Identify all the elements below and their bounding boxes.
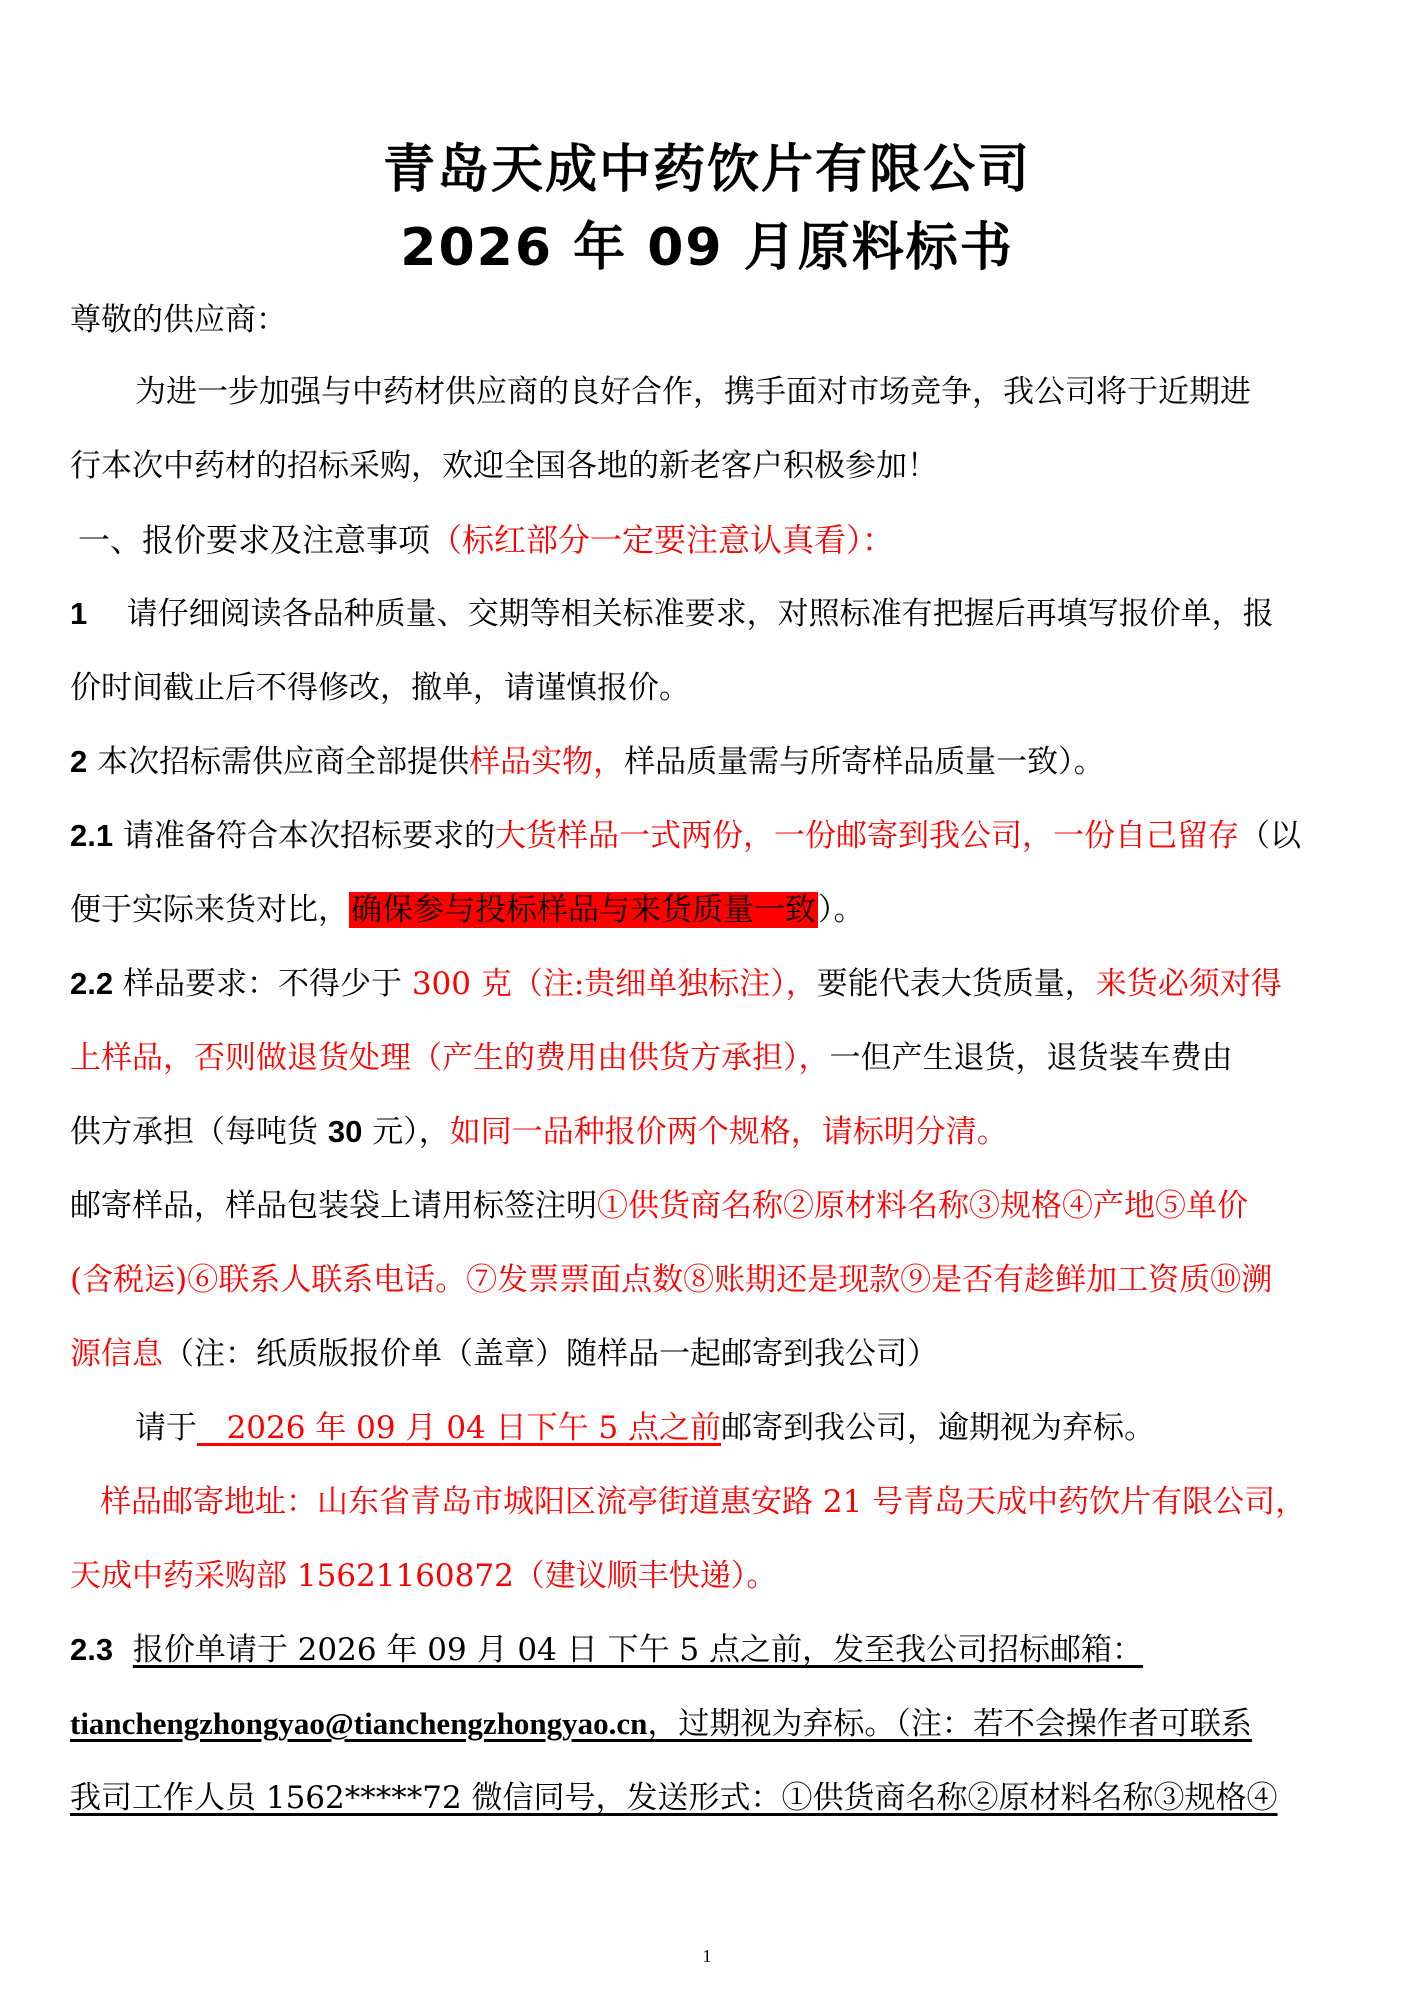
item-2-3-line-1	[70, 1630, 1143, 1670]
section-1-heading	[78, 520, 894, 560]
item-2-2-line-2-text: 一但产生退货，退货装车费由	[829, 1040, 1233, 1076]
item-2-2-text-a: 样品要求：不得少于	[122, 966, 402, 1002]
item-2-2-line-2	[70, 1038, 1233, 1078]
item-2-text-b: 样品质量需与所寄样品质量一致）。	[624, 744, 1105, 780]
intro-paragraph-line-2: 行本次中药材的招标采购，欢迎全国各地的新老客户积极参加！	[70, 448, 938, 484]
page-number: 1	[702, 1946, 712, 1966]
deadline-line	[135, 1408, 1155, 1448]
intro-paragraph-line-1: 为进一步加强与中药材供应商的良好合作，携手面对市场竞争，我公司将于近期进	[135, 374, 1251, 410]
mail-instruction-text: 邮寄样品，样品包装袋上请用标签注明	[70, 1188, 597, 1224]
item-2-2-line-3-text-b: 元），	[372, 1114, 450, 1150]
section-1-title: 一、报价要求及注意事项	[78, 521, 431, 559]
item-2-1-line-2	[70, 890, 865, 930]
item-2-3-text: 报价单请于 2026 年 09 月 04 日 下午 5 点之前，发至我公司招标邮箱：	[132, 1632, 1144, 1668]
item-1-line-1	[70, 594, 1274, 634]
item-2-1-text-b: （以	[1238, 818, 1301, 854]
item-2-1-text-red: 大货样品一式两份，一份邮寄到我公司，一份自己留存	[494, 818, 1239, 854]
highlighted-warning: 确保参与投标样品与来货质量一致	[351, 892, 816, 928]
item-2-3-line-2	[70, 1704, 1252, 1744]
item-2-2-text-b: 要能代表大货质量，	[816, 966, 1096, 1002]
document-subtitle: 2026 年 09 月原料标书	[400, 218, 1014, 278]
item-2-2-line-3-red: 如同一品种报价两个规格，请标明分清。	[449, 1114, 1008, 1150]
item-2-2-line-2-red: 上样品，否则做退货处理（产生的费用由供货方承担），	[70, 1040, 830, 1076]
item-2-2-line-1	[70, 964, 1282, 1004]
item-2-2-text-red-1: 300 克（注:贵细单独标注），	[411, 966, 817, 1002]
mail-instruction-line-1	[70, 1186, 1248, 1226]
deadline-date	[197, 1410, 721, 1446]
item-2-1-number: 2.1	[70, 818, 114, 853]
item-2-3-number: 2.3	[70, 1632, 114, 1667]
deadline-text-b: 邮寄到我公司，逾期视为弃标。	[721, 1410, 1156, 1446]
item-1-text: 请仔细阅读各品种质量、交期等相关标准要求，对照标准有把握后再填写报价单，报	[126, 596, 1274, 632]
item-2-2-line-3	[70, 1112, 1008, 1152]
mail-instruction-red-3: 源信息	[70, 1336, 163, 1372]
item-2-text-red: 样品实物，	[469, 744, 625, 780]
bid-email-address: tianchengzhongyao@tianchengzhongyao.cn	[70, 1706, 648, 1741]
item-2	[70, 742, 1105, 782]
item-2-1-line-2-text-b: ）。	[818, 892, 865, 928]
item-2-1-text-a: 请准备符合本次招标要求的	[122, 818, 495, 854]
item-2-3-line-2-text: ，过期视为弃标。（注：若不会操作者可联系	[647, 1706, 1252, 1742]
mail-instruction-line-3	[70, 1334, 938, 1374]
deadline-date-text: 2026 年 09 月 04 日下午 5 点之前	[226, 1410, 722, 1446]
item-1-number: 1	[70, 596, 88, 631]
deadline-text-a: 请于	[135, 1410, 197, 1446]
sample-address-line-1: 样品邮寄地址：山东省青岛市城阳区流亭街道惠安路 21 号青岛天成中药饮片有限公司，	[100, 1484, 1307, 1520]
mail-instruction-red-1: ①供货商名称②原材料名称③规格④产地⑤单价	[597, 1188, 1248, 1224]
item-2-3-line-3: 我司工作人员 1562*****72 微信同号，发送形式：①供货商名称②原材料名称③规格④	[70, 1780, 1278, 1816]
mail-instruction-note: （注：纸质版报价单（盖章）随样品一起邮寄到我公司）	[163, 1336, 938, 1372]
document-title: 青岛天成中药饮片有限公司	[382, 140, 1031, 200]
item-1-line-2: 价时间截止后不得修改，撤单，请谨慎报价。	[70, 670, 690, 706]
item-2-number: 2	[70, 744, 88, 779]
item-2-text-a: 本次招标需供应商全部提供	[97, 744, 470, 780]
sample-address-line-2: 天成中药采购部 15621160872（建议顺丰快递）。	[70, 1558, 778, 1594]
item-2-2-number: 2.2	[70, 966, 114, 1001]
item-2-2-line-3-number: 30	[327, 1114, 363, 1149]
item-2-1-line-1	[70, 816, 1301, 856]
item-2-2-text-red-2: 来货必须对得	[1095, 966, 1282, 1002]
item-2-1-line-2-text-a: 便于实际来货对比，	[70, 892, 349, 928]
greeting: 尊敬的供应商：	[70, 302, 287, 338]
mail-instruction-line-2: (含税运)⑥联系人联系电话。⑦发票票面点数⑧账期还是现款⑨是否有趁鲜加工资质⑩溯	[70, 1262, 1273, 1298]
section-1-note: （标红部分一定要注意认真看）：	[430, 521, 895, 559]
item-2-2-line-3-text-a: 供方承担（每吨货	[70, 1114, 318, 1150]
